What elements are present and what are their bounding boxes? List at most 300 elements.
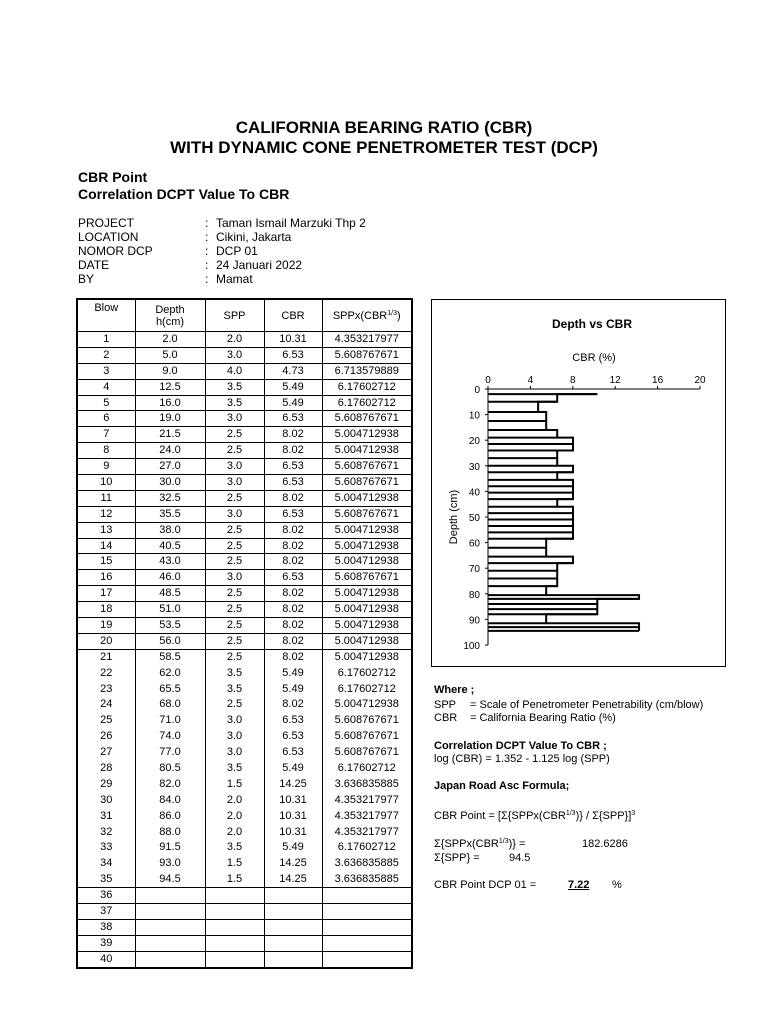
cell-cbr: [264, 904, 322, 920]
cell-spp: [205, 919, 264, 935]
cell-spp: 3.0: [205, 745, 264, 761]
cell-spp-cbr: 3.636835885: [322, 856, 412, 872]
cell-spp: 1.5: [205, 776, 264, 792]
cell-spp-cbr: 3.636835885: [322, 776, 412, 792]
cell-cbr: 5.49: [264, 681, 322, 697]
cell-spp: 3.0: [205, 459, 264, 475]
table-row: [77, 761, 412, 777]
cell-blow: 38: [77, 919, 135, 935]
table-row: [77, 808, 412, 824]
cell-spp-cbr: 5.608767671: [322, 459, 412, 475]
cell-spp-cbr: [322, 935, 412, 951]
chart-y-tick-label: 50: [468, 513, 480, 524]
cell-spp: [205, 951, 264, 967]
cell-spp-cbr: 5.608767671: [322, 729, 412, 745]
cell-spp: 2.5: [205, 490, 264, 506]
header-cbr: CBR: [264, 299, 322, 332]
cell-cbr: 8.02: [264, 443, 322, 459]
cell-blow: 20: [77, 633, 135, 649]
info-label: DATE: [78, 258, 110, 272]
cell-depth: 86.0: [135, 808, 205, 824]
cell-spp: 2.0: [205, 332, 264, 348]
cell-blow: 32: [77, 824, 135, 840]
notes-result: CBR Point DCP 01 = 7.22 %: [434, 879, 622, 891]
cell-blow: 33: [77, 840, 135, 856]
cell-depth: 9.0: [135, 363, 205, 379]
table-row: [77, 538, 412, 554]
cell-blow: 19: [77, 618, 135, 634]
info-value: Cikini, Jakarta: [216, 230, 292, 244]
chart-x-tick-label: 12: [609, 375, 621, 386]
table-row: [77, 665, 412, 681]
cell-spp: 2.0: [205, 824, 264, 840]
info-colon: :: [205, 272, 209, 286]
cell-depth: 46.0: [135, 570, 205, 586]
cell-cbr: 10.31: [264, 792, 322, 808]
cell-spp-cbr: 4.353217977: [322, 792, 412, 808]
cell-spp-cbr: 6.17602712: [322, 665, 412, 681]
table-row: [77, 649, 412, 665]
cell-blow: 39: [77, 935, 135, 951]
cell-cbr: [264, 919, 322, 935]
sum-spp-value: 94.5: [509, 852, 531, 864]
info-value: Mamat: [216, 272, 253, 286]
cell-spp-cbr: [322, 888, 412, 904]
cell-depth: 88.0: [135, 824, 205, 840]
cell-blow: 21: [77, 649, 135, 665]
table-row: [77, 506, 412, 522]
info-value: 24 Januari 2022: [216, 258, 303, 272]
cell-depth: 91.5: [135, 840, 205, 856]
cell-spp: [205, 935, 264, 951]
cbr-result-unit: %: [612, 879, 622, 891]
cell-cbr: 14.25: [264, 856, 322, 872]
cell-spp: 2.5: [205, 633, 264, 649]
cell-spp: 3.5: [205, 840, 264, 856]
table-row: [77, 951, 412, 967]
cell-depth: 77.0: [135, 745, 205, 761]
cell-blow: 40: [77, 951, 135, 967]
cell-blow: 13: [77, 522, 135, 538]
cell-spp: 2.5: [205, 554, 264, 570]
info-value: DCP 01: [216, 244, 258, 258]
info-label: LOCATION: [78, 230, 139, 244]
cell-cbr: 5.49: [264, 379, 322, 395]
header-spp: SPP: [205, 299, 264, 332]
document-title-line1: CALIFORNIA BEARING RATIO (CBR): [235, 118, 533, 137]
cell-cbr: 8.02: [264, 602, 322, 618]
info-colon: :: [205, 244, 209, 258]
cell-depth: [135, 919, 205, 935]
notes-cbr-definition: CBR = California Bearing Ratio (%): [434, 712, 616, 724]
cell-spp-cbr: 6.17602712: [322, 395, 412, 411]
table-row: [77, 554, 412, 570]
cell-depth: 2.0: [135, 332, 205, 348]
cell-blow: 1: [77, 332, 135, 348]
table-row: [77, 379, 412, 395]
cell-spp-cbr: 4.353217977: [322, 332, 412, 348]
cell-spp-cbr: 6.17602712: [322, 681, 412, 697]
cell-spp-cbr: 6.713579889: [322, 363, 412, 379]
cell-cbr: 8.02: [264, 538, 322, 554]
cell-spp-cbr: 5.608767671: [322, 347, 412, 363]
cell-cbr: 6.53: [264, 506, 322, 522]
cell-blow: 24: [77, 697, 135, 713]
info-value: Taman Ismail Marzuki Thp 2: [216, 216, 366, 230]
chart-y-tick-label: 100: [463, 641, 480, 652]
cell-blow: 34: [77, 856, 135, 872]
cell-depth: 32.5: [135, 490, 205, 506]
info-row: [78, 272, 478, 286]
table-row: [77, 681, 412, 697]
chart-y-tick-label: 30: [468, 461, 480, 473]
cell-cbr: 6.53: [264, 745, 322, 761]
cell-cbr: 10.31: [264, 808, 322, 824]
cell-blow: 22: [77, 665, 135, 681]
cell-cbr: 6.53: [264, 459, 322, 475]
cell-spp-cbr: 5.004712938: [322, 554, 412, 570]
cell-spp: [205, 904, 264, 920]
cell-spp: 3.0: [205, 570, 264, 586]
cell-blow: 8: [77, 443, 135, 459]
section-subtitle-correlation: Correlation DCPT Value To CBR: [78, 186, 290, 202]
notes-where: Where ;: [434, 684, 475, 696]
table-row: [77, 586, 412, 602]
table-row: [77, 824, 412, 840]
table-row: [77, 459, 412, 475]
cell-blow: 9: [77, 459, 135, 475]
chart-y-tick-label: 80: [468, 589, 480, 601]
cell-depth: 51.0: [135, 602, 205, 618]
cell-spp-cbr: 5.608767671: [322, 713, 412, 729]
table-row: [77, 490, 412, 506]
chart-x-label: CBR (%): [572, 352, 616, 364]
cell-depth: 12.5: [135, 379, 205, 395]
table-row: [77, 745, 412, 761]
cell-spp-cbr: 5.608767671: [322, 745, 412, 761]
depth-vs-cbr-chart: [431, 299, 726, 667]
chart-x-tick-label: 4: [527, 375, 534, 386]
chart-y-tick-label: 60: [468, 538, 480, 550]
cell-depth: 35.5: [135, 506, 205, 522]
cell-cbr: 8.02: [264, 427, 322, 443]
info-colon: :: [205, 216, 209, 230]
cell-spp-cbr: 5.004712938: [322, 602, 412, 618]
cell-spp: 3.0: [205, 506, 264, 522]
cell-spp-cbr: 4.353217977: [322, 824, 412, 840]
cell-spp: 2.5: [205, 586, 264, 602]
cell-blow: 23: [77, 681, 135, 697]
cell-blow: 14: [77, 538, 135, 554]
cell-cbr: 6.53: [264, 411, 322, 427]
cell-depth: 43.0: [135, 554, 205, 570]
notes-japan-title: Japan Road Asc Formula;: [434, 780, 570, 792]
cell-spp: 3.5: [205, 395, 264, 411]
cell-spp: 3.0: [205, 729, 264, 745]
chart-x-tick-label: 0: [485, 375, 491, 386]
cell-cbr: 8.02: [264, 697, 322, 713]
table-row: [77, 776, 412, 792]
cell-spp-cbr: [322, 919, 412, 935]
cell-depth: [135, 935, 205, 951]
cell-cbr: 14.25: [264, 872, 322, 888]
notes-sum-sppcbr: $\Sigma\{SPPx(CBR^{1/3})\}$ = 182.6286: [434, 838, 628, 850]
cell-depth: 84.0: [135, 792, 205, 808]
cell-depth: 48.5: [135, 586, 205, 602]
cell-depth: 93.0: [135, 856, 205, 872]
cell-depth: 68.0: [135, 697, 205, 713]
cell-cbr: 5.49: [264, 761, 322, 777]
chart-y-tick-label: 40: [468, 487, 480, 499]
cell-depth: 62.0: [135, 665, 205, 681]
cell-blow: 7: [77, 427, 135, 443]
cell-cbr: [264, 935, 322, 951]
cell-spp-cbr: 6.17602712: [322, 379, 412, 395]
info-row: [78, 216, 478, 230]
cell-spp: 1.5: [205, 856, 264, 872]
cell-spp: 3.5: [205, 681, 264, 697]
cell-cbr: 14.25: [264, 776, 322, 792]
table-row: [77, 919, 412, 935]
info-row: [78, 258, 478, 272]
cell-spp: 2.5: [205, 649, 264, 665]
cell-blow: 17: [77, 586, 135, 602]
info-colon: :: [205, 258, 209, 272]
chart-y-label: Depth (cm): [448, 489, 460, 545]
cell-blow: 10: [77, 475, 135, 491]
chart-y-tick-label: 20: [468, 436, 480, 448]
cell-spp-cbr: 5.004712938: [322, 649, 412, 665]
cell-blow: 36: [77, 888, 135, 904]
table-row: [77, 633, 412, 649]
table-row: [77, 856, 412, 872]
cell-cbr: 6.53: [264, 347, 322, 363]
cell-spp-cbr: 5.004712938: [322, 522, 412, 538]
table-row: [77, 602, 412, 618]
notes-correlation-title: Correlation DCPT Value To CBR ;: [434, 740, 607, 752]
cell-blow: 2: [77, 347, 135, 363]
table-row: [77, 729, 412, 745]
cell-depth: 65.5: [135, 681, 205, 697]
cell-spp-cbr: 4.353217977: [322, 808, 412, 824]
cell-depth: 21.5: [135, 427, 205, 443]
cell-spp-cbr: 3.636835885: [322, 872, 412, 888]
table-row: [77, 872, 412, 888]
info-label: NOMOR DCP: [78, 244, 153, 258]
table-row: [77, 840, 412, 856]
cell-cbr: 8.02: [264, 586, 322, 602]
cell-spp: 3.5: [205, 761, 264, 777]
cell-spp: 3.5: [205, 665, 264, 681]
chart-y-tick-label: 90: [468, 615, 480, 627]
cell-spp: 2.5: [205, 538, 264, 554]
cell-depth: [135, 904, 205, 920]
cell-depth: 82.0: [135, 776, 205, 792]
notes-correlation-formula: log (CBR) = 1.352 - 1.125 log (SPP): [434, 753, 610, 765]
cell-cbr: 8.02: [264, 490, 322, 506]
cell-blow: 16: [77, 570, 135, 586]
cell-cbr: 5.49: [264, 395, 322, 411]
cell-blow: 15: [77, 554, 135, 570]
cell-spp: 4.0: [205, 363, 264, 379]
cell-spp: 2.5: [205, 443, 264, 459]
header-blow: Blow: [77, 299, 135, 332]
table-row: [77, 395, 412, 411]
table-row: [77, 697, 412, 713]
info-row: [78, 244, 478, 258]
table-row: [77, 792, 412, 808]
chart-x-tick-label: 8: [570, 375, 576, 386]
notes-cbr-point-formula: CBR Point = $[\Sigma\{SPPx(CBR^{1/3})\} / \Sigma\{SPP\}]^3$: [434, 810, 636, 822]
cell-depth: 19.0: [135, 411, 205, 427]
cell-cbr: 6.53: [264, 713, 322, 729]
cell-spp: 1.5: [205, 872, 264, 888]
chart-title: Depth vs CBR: [551, 317, 633, 331]
chart-svg: [432, 300, 727, 668]
cell-blow: 30: [77, 792, 135, 808]
cell-spp: 2.5: [205, 697, 264, 713]
cell-depth: 58.5: [135, 649, 205, 665]
cell-spp: 3.0: [205, 475, 264, 491]
cbr-result-value: 7.22: [568, 879, 590, 891]
cell-depth: 80.5: [135, 761, 205, 777]
cell-spp: 2.5: [205, 522, 264, 538]
cell-spp-cbr: 5.608767671: [322, 411, 412, 427]
cell-cbr: 6.53: [264, 729, 322, 745]
cell-spp-cbr: 5.004712938: [322, 490, 412, 506]
cell-blow: 5: [77, 395, 135, 411]
cell-spp-cbr: 5.004712938: [322, 697, 412, 713]
cell-spp-cbr: 6.17602712: [322, 840, 412, 856]
document-title-line2: WITH DYNAMIC CONE PENETROMETER TEST (DCP): [170, 138, 598, 157]
cell-depth: [135, 951, 205, 967]
cell-depth: 38.0: [135, 522, 205, 538]
cell-spp-cbr: 5.004712938: [322, 427, 412, 443]
cell-spp-cbr: 5.004712938: [322, 443, 412, 459]
cell-cbr: 8.02: [264, 618, 322, 634]
project-info: [78, 216, 478, 286]
cell-spp: 3.0: [205, 347, 264, 363]
cell-depth: 53.5: [135, 618, 205, 634]
cell-blow: 26: [77, 729, 135, 745]
info-label: PROJECT: [78, 216, 135, 230]
cell-cbr: 10.31: [264, 824, 322, 840]
info-colon: :: [205, 230, 209, 244]
table-row: [77, 570, 412, 586]
cell-blow: 11: [77, 490, 135, 506]
cell-cbr: 5.49: [264, 840, 322, 856]
cell-spp-cbr: [322, 904, 412, 920]
chart-y-tick-label: 70: [468, 564, 480, 576]
cell-depth: 16.0: [135, 395, 205, 411]
cell-spp-cbr: 5.004712938: [322, 633, 412, 649]
table-row: [77, 332, 412, 348]
cell-cbr: 8.02: [264, 649, 322, 665]
cell-depth: 5.0: [135, 347, 205, 363]
table-row: [77, 888, 412, 904]
cell-spp-cbr: 5.004712938: [322, 538, 412, 554]
cell-depth: 30.0: [135, 475, 205, 491]
cell-spp: 3.0: [205, 713, 264, 729]
cell-blow: 18: [77, 602, 135, 618]
cell-cbr: 6.53: [264, 570, 322, 586]
table-row: [77, 618, 412, 634]
info-row: [78, 230, 478, 244]
cell-cbr: 4.73: [264, 363, 322, 379]
cell-cbr: 5.49: [264, 665, 322, 681]
cell-cbr: [264, 888, 322, 904]
cell-depth: 74.0: [135, 729, 205, 745]
cell-blow: 35: [77, 872, 135, 888]
table-row: [77, 443, 412, 459]
cell-depth: [135, 888, 205, 904]
cell-depth: 40.5: [135, 538, 205, 554]
cell-spp: 3.5: [205, 379, 264, 395]
cell-blow: 25: [77, 713, 135, 729]
cell-spp-cbr: 5.004712938: [322, 586, 412, 602]
cell-depth: 71.0: [135, 713, 205, 729]
cell-cbr: [264, 951, 322, 967]
cell-spp: 2.5: [205, 602, 264, 618]
cell-blow: 4: [77, 379, 135, 395]
cell-depth: 27.0: [135, 459, 205, 475]
cell-spp-cbr: 5.608767671: [322, 506, 412, 522]
cell-spp: [205, 888, 264, 904]
chart-y-tick-label: 0: [474, 385, 480, 396]
cell-spp-cbr: 5.608767671: [322, 570, 412, 586]
table-row: [77, 347, 412, 363]
cell-spp-cbr: 5.004712938: [322, 618, 412, 634]
table-row: [77, 935, 412, 951]
cell-blow: 37: [77, 904, 135, 920]
cell-cbr: 6.53: [264, 475, 322, 491]
chart-y-tick-label: 10: [468, 410, 480, 422]
cell-cbr: 8.02: [264, 522, 322, 538]
cell-depth: 24.0: [135, 443, 205, 459]
section-subtitle: CBR Point: [78, 169, 148, 185]
table-row: [77, 411, 412, 427]
cell-spp: 2.5: [205, 427, 264, 443]
cell-cbr: 10.31: [264, 332, 322, 348]
table-row: [77, 427, 412, 443]
cell-blow: 31: [77, 808, 135, 824]
cell-spp: 2.0: [205, 808, 264, 824]
cell-spp-cbr: 5.608767671: [322, 475, 412, 491]
cell-spp-cbr: 6.17602712: [322, 761, 412, 777]
table-header-row: [77, 299, 412, 332]
cell-blow: 12: [77, 506, 135, 522]
cell-spp: 2.5: [205, 618, 264, 634]
cell-blow: 3: [77, 363, 135, 379]
chart-x-tick-label: 16: [652, 375, 664, 386]
cell-spp-cbr: [322, 951, 412, 967]
table-row: [77, 904, 412, 920]
header-spp-cbr: $SPPx(CBR^{1/3})$: [322, 299, 412, 332]
sum-sppcbr-value: 182.6286: [582, 838, 628, 850]
info-label: BY: [78, 272, 95, 286]
table-row: [77, 363, 412, 379]
table-row: [77, 713, 412, 729]
header-depth: Depth h(cm): [135, 299, 205, 332]
table-row: [77, 522, 412, 538]
blow-table: [76, 298, 413, 969]
cell-blow: 29: [77, 776, 135, 792]
cell-depth: 94.5: [135, 872, 205, 888]
table-row: [77, 475, 412, 491]
notes-spp-definition: SPP = Scale of Penetrometer Penetrability (cm/blow): [434, 699, 704, 711]
cell-blow: 27: [77, 745, 135, 761]
cell-cbr: 8.02: [264, 633, 322, 649]
